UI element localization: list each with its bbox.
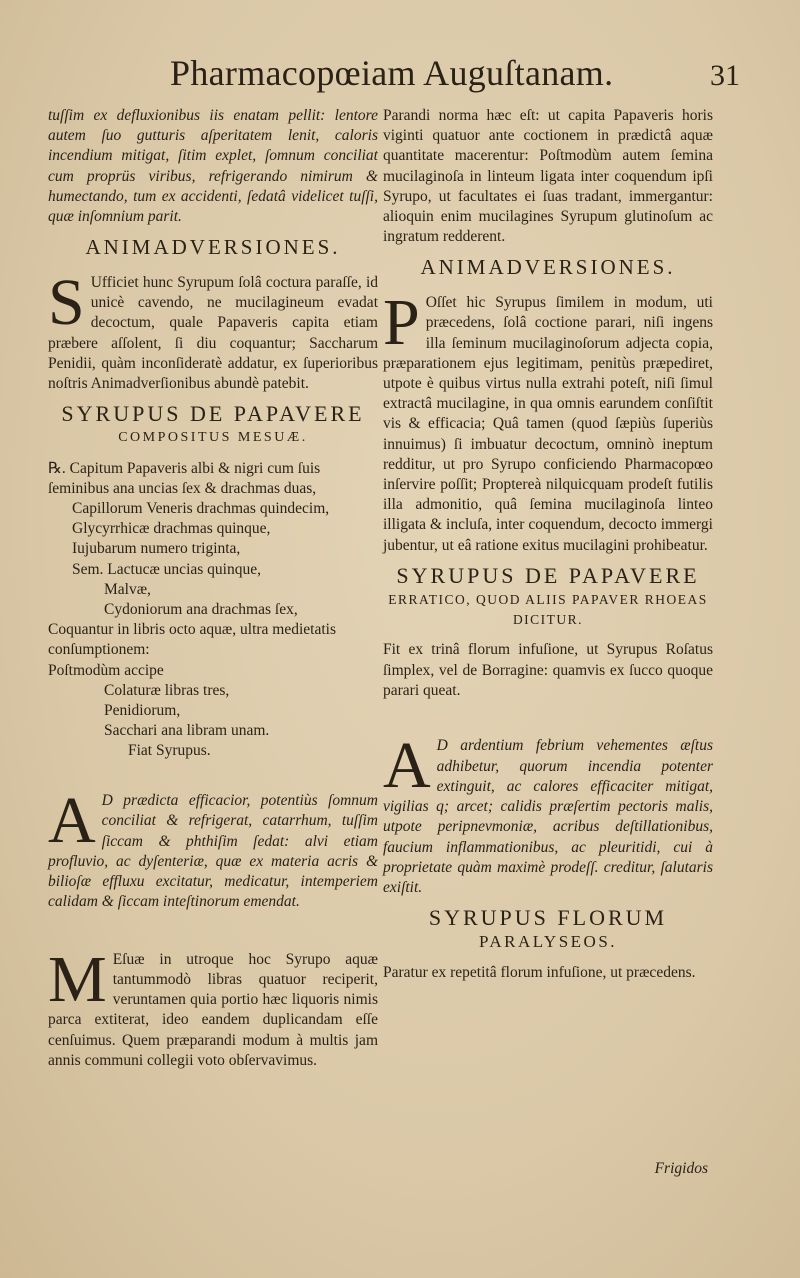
recipe-line: ℞. Capitum Papaveris albi & nigri cum ſuis ſeminibus ana uncias ſex & drachmas duas, bbox=[48, 459, 321, 497]
paratur-paragraph: Paratur ex repetitâ florum infuſione, ut præcedens. bbox=[383, 963, 696, 981]
recipe-line: Iujubarum numero triginta, bbox=[72, 540, 241, 558]
paragraph-text: D prædicta efficacior, potentiùs ſomnum conciliat & refrigerat, catarrhum, tuſſim ſiccam & phthiſim ſedat: alvi etiam profluvio, ac dyſenteriæ, quæ ex materia acris & bilioſæ effluxu excitatur, medicatur, intemperiem calidam & ſiccam inteſtinorum emendat. bbox=[48, 792, 378, 911]
syrupus-erratico-heading: SYRUPUS DE PAPAVERE bbox=[396, 562, 700, 588]
animadversiones-paragraph-left bbox=[48, 265, 378, 394]
efficacy-paragraph bbox=[48, 784, 378, 912]
recipe-line: Fiat Syrupus. bbox=[128, 742, 211, 760]
animadversiones-heading-right: ANIMADVERSIONES. bbox=[420, 255, 676, 280]
syrupus-papavere-heading: SYRUPUS DE PAPAVERE bbox=[61, 401, 365, 427]
compositus-mesuae-subheading: COMPOSITUS MESUÆ. bbox=[118, 430, 308, 446]
ardentium-paragraph bbox=[383, 729, 713, 898]
drop-cap: A bbox=[48, 784, 96, 858]
recipe-line: Sem. Lactucæ uncias quinque, bbox=[72, 560, 261, 578]
recipe-line: Sacchari ana libram unam. bbox=[104, 722, 270, 740]
left-column bbox=[48, 106, 378, 1079]
drop-cap: A bbox=[383, 729, 431, 803]
page-number: 31 bbox=[710, 59, 740, 92]
drop-cap: S bbox=[48, 265, 85, 339]
syrupus-florum-heading: SYRUPUS FLORUM bbox=[428, 905, 668, 931]
paragraph-text: D ardentium febrium vehementes æſtus adhibetur, quorum incendia potenter extinguit, ac calores efficaciter mitigat, vigilias q; arcet; calidis præſertim pectoris malis, utpote peripnevmoniæ, acribus deſtillationibus, faucium inflammationibus, ac pleuritidi, cui à proprietate quàm maximè prodeſſ. creditur, ſalutaris exiſtit. bbox=[383, 737, 713, 896]
running-title: Pharmacopœiam Auguſtanam. bbox=[170, 53, 614, 93]
recipe-line: Poſtmodùm accipe bbox=[48, 661, 164, 679]
paragraph-text: Eſuæ in utroque hoc Syrupo aquæ tantummodò libras quatuor reciperit, veruntamen quia portio hæc liquoris nimis parca extiterat, ideo eandem duplicandam eſſe cenſuimus. Quem præparandi modum à multis jam annis communi collegii voto obſervavimus. bbox=[48, 950, 378, 1069]
erratico-subheading: ERRATICO, QUOD ALIIS PAPAVER RHOEAS DICITUR. bbox=[388, 591, 708, 628]
recipe-list bbox=[48, 459, 378, 762]
recipe-line: Penidiorum, bbox=[104, 701, 181, 719]
recipe-line: Capillorum Veneris drachmas quindecim, bbox=[72, 499, 330, 517]
paragraph-text: Ufficiet hunc Syrupum ſolâ coctura paraſſe, id unicè cavendo, ne mucilagineum evadat decoctum, quale Papaveris capita etiam præbere aſſolent, ſi diu coquantur; Saccharum Penidii, quàm inconſideratè addatur, ex ſuperioribus noſtris Animadverſionibus abundè patebit. bbox=[48, 273, 378, 392]
intro-paragraph: tuſſim ex defluxionibus iis enatam pellit: lentore autem ſuo gutturis aſperitatem lenit, caloris incendium mitigat, ſitim explet, ſomnum conciliat cum proprüs viribus, refrigerando nimirum & humectando, tum ex accidenti, ſedatâ videlicet tuſſi, quæ inſomnium parit. bbox=[48, 107, 378, 226]
paragraph-text: Oſſet hic Syrupus ſimilem in modum, uti præcedens, ſolâ coctione parari, niſi ingens illa ſeminum mucilaginoſorum adjecta copia, præparationem ejus legitimam, penitùs præpediret, utpote è quibus virtus nulla extrahi poteſt, niſi ſimul extractâ mucilagine, in qua omnis earundem conſiſtit vis & efficacia; Quâ tamen (quod ſæpiùs ſuperiùs innuimus) ſi imbuatur decoctum, omninò ineptum redditur, ut pro Syrupo conficiendo Pharmacopœo inſervire poſſit; Proptereà nilquicquam prodeſt futilis illa admonitio, quâ ſemina mucilaginoſa linteo illigata & incluſa, inter coquendum, decocto immergi jubentur, ut eâ ratione exitus mucilagini prohibeatur. bbox=[383, 294, 713, 554]
recipe-line: Glycyrrhicæ drachmas quinque, bbox=[72, 520, 271, 538]
animadversiones-paragraph-right bbox=[383, 286, 713, 556]
right-column bbox=[383, 106, 713, 989]
mesuae-paragraph bbox=[48, 942, 378, 1071]
recipe-line: Colaturæ libras tres, bbox=[104, 681, 230, 699]
recipe-line: Malvæ, bbox=[104, 580, 151, 598]
drop-cap: P bbox=[383, 286, 420, 360]
page-header bbox=[170, 52, 740, 94]
recipe-line: Cydoniorum ana drachmas ſex, bbox=[104, 600, 298, 618]
paralyseos-subheading: PARALYSEOS. bbox=[478, 932, 618, 952]
drop-cap: M bbox=[48, 942, 107, 1016]
parandi-paragraph: Parandi norma hæc eſt: ut capita Papaveris horis viginti quatuor ante coctionem in prædictâ aquæ quantitate macerentur: Poſtmodùm autem ſemina mucilaginoſa in linteum ligata inter coquendum ipſi Syrupo, ut facultates ei ſuas tradant, immergantur: alioquin enim mucilagines Syrupum glutinoſum ac ingratum redderent. bbox=[383, 107, 713, 246]
recipe-line: Coquantur in libris octo aquæ, ultra medietatis conſumptionem: bbox=[48, 621, 336, 659]
trina-infusione-paragraph: Fit ex trinâ florum infuſione, ut Syrupus Roſatus ſimplex, vel de Borragine: quamvis ex ſucco quoque parari queat. bbox=[383, 641, 713, 699]
animadversiones-heading-left: ANIMADVERSIONES. bbox=[85, 235, 341, 260]
catchword: Frigidos bbox=[654, 1160, 708, 1177]
